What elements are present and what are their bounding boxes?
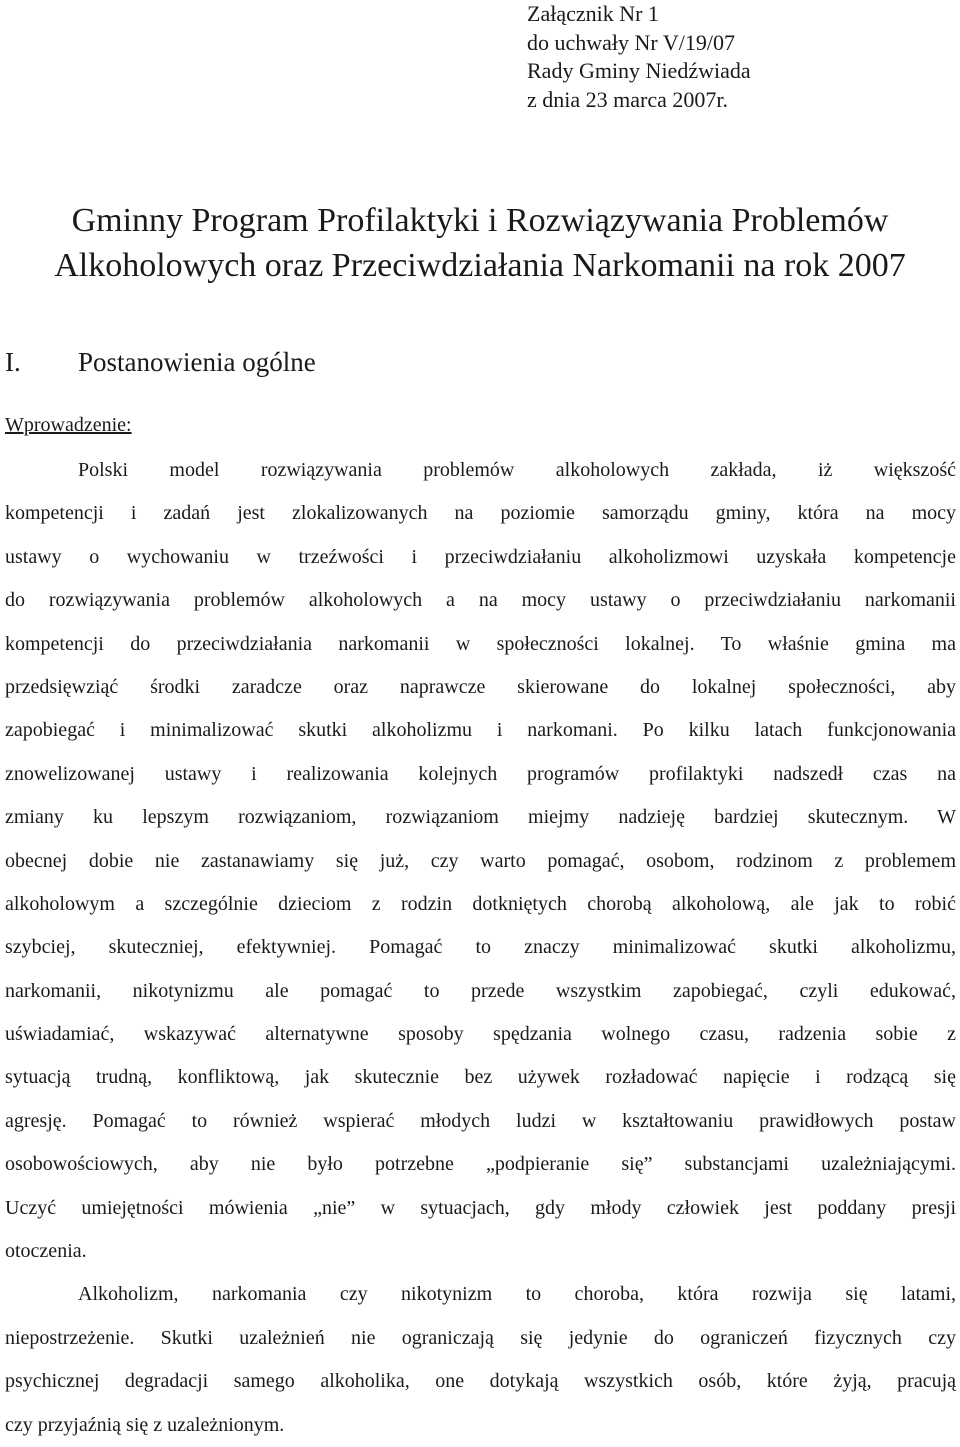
- annex-line: Załącznik Nr 1: [527, 1, 659, 26]
- section-number: I.: [5, 347, 21, 377]
- text-line: sytuacją trudną, konfliktową, jak skutecznie bez używek rozładować napięcie i rodzącą się: [5, 1066, 956, 1089]
- paragraph: [5, 449, 956, 1273]
- text-line: czy przyjaźnią się z uzależnionym.: [5, 1413, 285, 1436]
- text-line: zapobiegać i minimalizować skutki alkoholizmu i narkomani. Po kilku latach funkcjonowania: [5, 719, 956, 742]
- text-line: obecnej dobie nie zastanawiamy się już, czy warto pomagać, osobom, rodzinom z problemem: [5, 849, 956, 872]
- text-line: znowelizowanej ustawy i realizowania kolejnych programów profilaktyki nadszedł czas na: [5, 762, 956, 785]
- text-line: osobowościowych, aby nie było potrzebne „podpieranie się” substancjami uzależniającymi.: [5, 1153, 956, 1176]
- text-line: alkoholowym a szczególnie dzieciom z rodzin dotkniętych chorobą alkoholową, ale jak to robić: [5, 892, 956, 915]
- text-line: szybciej, skuteczniej, efektywniej. Pomagać to znaczy minimalizować skutki alkoholizmu,: [5, 936, 956, 959]
- text-line: kompetencji i zadań jest zlokalizowanych na poziomie samorządu gminy, która na mocy: [5, 502, 956, 525]
- text-line: Alkoholizm, narkomania czy nikotynizm to choroba, która rozwija się latami,: [78, 1283, 956, 1306]
- text-line: ustawy o wychowaniu w trzeźwości i przeciwdziałaniu alkoholizmowi uzyskała kompetencje: [5, 545, 956, 568]
- text-line: kompetencji do przeciwdziałania narkomanii w społeczności lokalnej. To właśnie gmina ma: [5, 632, 956, 655]
- text-line: Polski model rozwiązywania problemów alkoholowych zakłada, iż większość: [78, 459, 956, 481]
- section-title: Postanowienia ogólne: [78, 347, 316, 377]
- annex-line: Rady Gminy Niedźwiada: [527, 58, 751, 83]
- text-line: przedsięwziąć środki zaradcze oraz naprawcze skierowane do lokalnej społeczności, aby: [5, 675, 956, 698]
- document-title: [0, 198, 960, 288]
- paragraph: [5, 1273, 956, 1447]
- text-line: otoczenia.: [5, 1240, 87, 1263]
- text-line: narkomanii, nikotynizmu ale pomagać to przede wszystkim zapobiegać, czyli edukować,: [5, 979, 956, 1002]
- text-line: psychicznej degradacji samego alkoholika, one dotykają wszystkich osób, które żyją, pracują: [5, 1370, 956, 1393]
- introduction-label: Wprowadzenie:: [5, 414, 132, 436]
- body-text: [5, 449, 956, 1447]
- text-line: agresję. Pomagać to również wspierać młodych ludzi w kształtowaniu prawidłowych postaw: [5, 1109, 956, 1132]
- section-heading: [5, 342, 316, 382]
- title-line: Gminny Program Profilaktyki i Rozwiązywania Problemów: [71, 202, 889, 239]
- annex-header: [527, 0, 751, 114]
- text-line: niepostrzeżenie. Skutki uzależnień nie ograniczają się jedynie do ograniczeń fizycznych czy: [5, 1326, 956, 1349]
- title-line: Alkoholowych oraz Przeciwdziałania Narkomanii na rok 2007: [54, 247, 906, 284]
- text-line: zmiany ku lepszym rozwiązaniom, rozwiązaniom miejmy nadzieję bardziej skutecznym. W: [5, 806, 956, 829]
- text-line: Uczyć umiejętności mówienia „nie” w sytuacjach, gdy młody człowiek jest poddany presji: [5, 1196, 956, 1219]
- text-line: do rozwiązywania problemów alkoholowych a na mocy ustawy o przeciwdziałaniu narkomanii: [5, 589, 956, 612]
- annex-line: z dnia 23 marca 2007r.: [527, 86, 728, 112]
- annex-line: do uchwały Nr V/19/07: [527, 29, 735, 55]
- text-line: uświadamiać, wskazywać alternatywne sposoby spędzania wolnego czasu, radzenia sobie z: [5, 1023, 956, 1046]
